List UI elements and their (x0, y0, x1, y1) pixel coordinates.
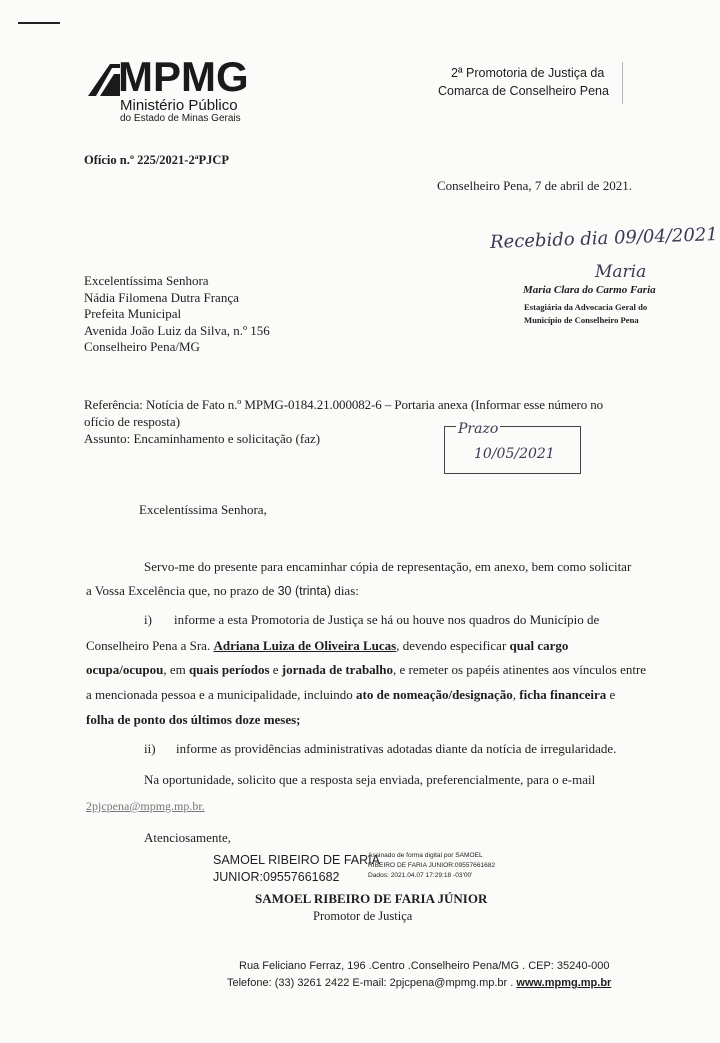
signer-role: Promotor de Justiça (313, 909, 413, 923)
logo-subtitle: Ministério Público (120, 97, 238, 114)
address-line: Avenida João Luiz da Silva, n.º 156 (84, 322, 270, 338)
digital-signature-detail: Dados: 2021.04.07 17:29:18 -03'00' (368, 872, 473, 879)
paragraph-line (86, 583, 359, 599)
address-line: Nádia Filomena Dutra França (84, 289, 239, 305)
text-span: a Vossa Excelência que, no prazo de (86, 583, 278, 598)
item-line (86, 687, 615, 703)
mpmg-logo-mark-icon (86, 60, 120, 98)
closing: Atenciosamente, (144, 830, 231, 845)
digital-signature-id: JUNIOR:09557661682 (213, 870, 340, 884)
item-number: i) (144, 612, 152, 627)
office-name-line2: Comarca de Conselheiro Pena (438, 84, 609, 98)
response-email-link[interactable]: 2pjcpena@mpmg.mp.br. (86, 799, 205, 813)
text-span: e (269, 662, 282, 677)
footer-website-link[interactable]: www.mpmg.mp.br (516, 977, 612, 989)
bold-text: qual cargo (509, 638, 569, 653)
text-span: , (512, 687, 520, 702)
top-dash-mark (18, 22, 60, 24)
recipient-address (84, 273, 270, 356)
bold-text: quais períodos (188, 662, 270, 677)
deadline-date: 10/05/2021 (474, 446, 555, 462)
receipt-stamp-name: Maria Clara do Carmo Faria (523, 284, 656, 296)
text-span: a mencionada pessoa e a municipalidade, incluindo (86, 687, 357, 702)
text-span: dias: (331, 583, 359, 598)
digital-signature-detail: Assinado de forma digital por SAMOEL (368, 852, 483, 859)
received-handwritten-note: Recebido dia 09/04/2021 (489, 224, 719, 253)
logo-subtitle-state: do Estado de Minas Gerais (120, 113, 241, 124)
subject-line: Assunto: Encaminhamento e solicitação (faz) (84, 431, 321, 446)
address-line: Conselheiro Pena/MG (84, 339, 200, 354)
bold-text: jornada de trabalho (281, 662, 394, 677)
office-name-line1: 2ª Promotoria de Justiça da (451, 66, 605, 80)
reference-line: ofício de resposta) (84, 414, 181, 429)
digital-signature-detail: RIBEIRO DE FARIA JUNIOR:09557661682 (368, 862, 496, 869)
paragraph-line: Servo-me do presente para encaminhar cópia de representação, em anexo, bem como solicitar (144, 559, 632, 574)
date-line: Conselheiro Pena, 7 de abril de 2021. (437, 178, 632, 193)
paragraph-line: Na oportunidade, solicito que a resposta seja enviada, preferencialmente, para o e-mail (144, 772, 596, 787)
footer-phone-email: Telefone: (33) 3261 2422 E-mail: 2pjcpena@mpmg.mp.br . (227, 977, 514, 989)
item-line (86, 662, 646, 678)
signer-name: SAMOEL RIBEIRO DE FARIA JÚNIOR (255, 891, 488, 906)
deadline-days: 30 (trinta) (277, 584, 332, 598)
text-span: , em (163, 662, 189, 677)
person-name: Adriana Luiza de Oliveira Lucas (213, 638, 397, 653)
receipt-stamp-role: Estagiária da Advocacia Geral do (524, 302, 648, 312)
receipt-stamp-role: Município de Conselheiro Pena (524, 315, 639, 325)
deadline-label: Prazo (458, 421, 499, 437)
address-line: Excelentíssima Senhora (84, 273, 209, 288)
bold-text: ato de nomeação/designação (356, 687, 513, 702)
item-number: ii) (144, 741, 156, 756)
bold-text: ocupa/ocupou (86, 662, 164, 677)
logo-text: MPMG (118, 53, 249, 100)
text-span: , devendo especificar (396, 638, 510, 653)
receipt-signature: Maria (595, 262, 647, 282)
bold-text: ficha financeira (519, 687, 607, 702)
oficio-number: Ofício n.º 225/2021-2ªPJCP (84, 153, 230, 167)
text-span: , e remeter os papéis atinentes aos vínculos entre (393, 662, 647, 677)
reference-line: Referência: Notícia de Fato n.º MPMG-0184.21.000082-6 – Portaria anexa (Informar esse número no (84, 397, 604, 412)
footer-contact (227, 977, 611, 989)
text-span: e (606, 687, 616, 702)
item-line (86, 638, 568, 654)
salutation: Excelentíssima Senhora, (139, 502, 267, 517)
item-line: informe as providências administrativas adotadas diante da notícia de irregularidade. (176, 741, 617, 756)
item-line: informe a esta Promotoria de Justiça se há ou houve nos quadros do Município de (174, 612, 600, 627)
digital-signature-name: SAMOEL RIBEIRO DE FARIA (213, 853, 380, 867)
address-line: Prefeita Municipal (84, 306, 182, 321)
text-span: Conselheiro Pena a Sra. (86, 638, 214, 653)
item-line: folha de ponto dos últimos doze meses; (86, 712, 301, 727)
footer-address: Rua Feliciano Ferraz, 196 .Centro .Conselheiro Pena/MG . CEP: 35240-000 (239, 960, 610, 972)
